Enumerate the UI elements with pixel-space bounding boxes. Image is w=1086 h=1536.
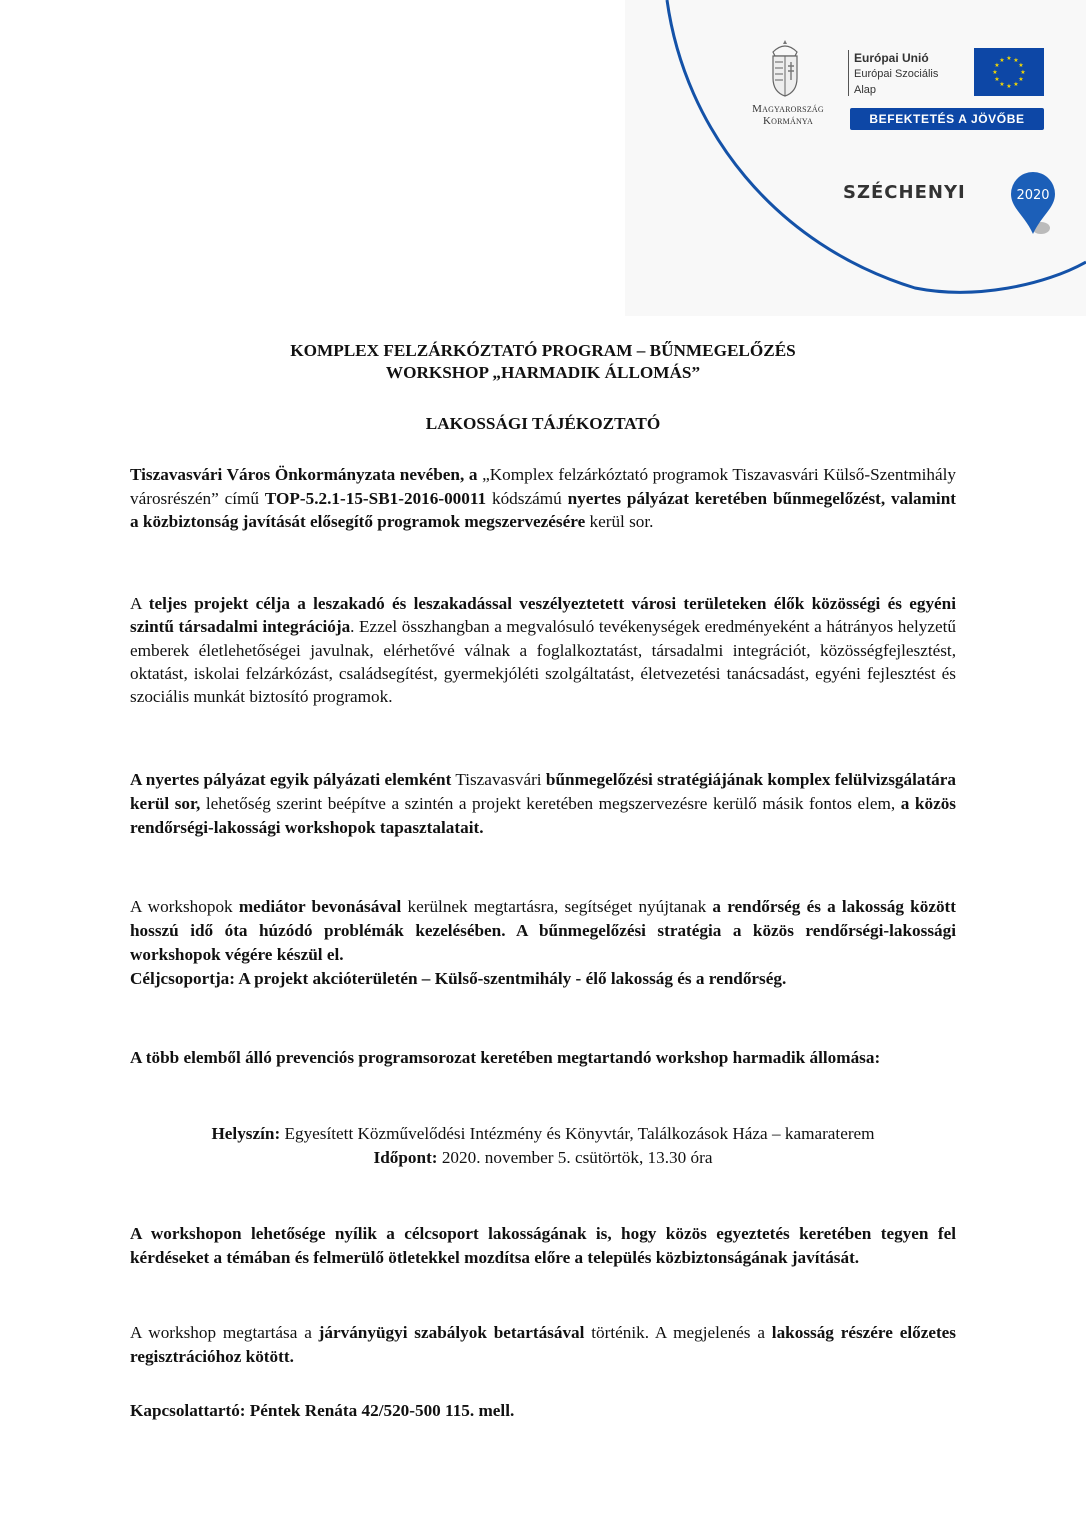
svg-text:★: ★ [1013,57,1019,64]
eu-fund-label: Európai Unió Európai Szociális Alap [854,51,939,96]
svg-text:★: ★ [1018,62,1024,69]
paragraph-third-station: A több elemből álló prevenciós programsorozat keretében megtartandó workshop harmadik állomása: [130,1048,881,1067]
svg-text:★: ★ [1020,69,1026,76]
divider [848,50,849,96]
svg-text:★: ★ [1018,76,1024,83]
paragraph-intro: Tiszavasvári Város Önkormányzata nevében, a „Komplex felzárkóztató programok Tiszavasvári Külső-Szentmihály városrészén” című TOP-5.2.1-15-SB1-2016-00011 kódszámú nyertes pályázat keretében bűnmegelőzést, valamint a közbiztonság javítását elősegítő programok megszervezésére kerül sor. [130,465,956,531]
paragraph-project-goal: A teljes projekt célja a leszakadó és leszakadással veszélyeztetett városi területeken élők közösségi és egyéni szintű társadalmi integrációja. Ezzel összhangban a megvalósuló tevékenységek eredményeként a hátrányos helyzetű emberek életlehetőségei javulnak, elérhetővé válnak a foglalkoztatást, társadalmi integrációt, közösségfejlesztést, oktatást, iskolai felzárkózást, családsegítést, gyermekjóléti szolgáltatást, életvezetési tanácsadást, egyéni fejlesztést és szociális munkát biztosító programok. [130,594,956,707]
svg-text:2020: 2020 [1016,188,1050,203]
contact-line: Kapcsolattartó: Péntek Renáta 42/520-500 115. mell. [130,1401,515,1420]
event-time: Időpont: 2020. november 5. csütörtök, 13.30 óra [373,1148,713,1167]
svg-text:★: ★ [999,81,1005,88]
hungarian-coat-of-arms-icon [767,38,803,98]
svg-text:★: ★ [994,62,1000,69]
government-name: Magyarország Kormánya [752,103,824,127]
funding-logo-block [625,0,1086,316]
svg-text:★: ★ [992,69,998,76]
event-details [150,1122,936,1170]
svg-text:★: ★ [999,57,1005,64]
paragraph-covid-rules: A workshop megtartása a járványügyi szabályok betartásával történik. A megjelenés a lakosság részére előzetes regisztrációhoz kötött. [130,1323,956,1366]
svg-text:★: ★ [994,76,1000,83]
paragraph-strategy: A nyertes pályázat egyik pályázati elemként Tiszavasvári bűnmegelőzési stratégiájának komplex felülvizsgálatára kerül sor, lehetőség szerint beépítve a szintén a projekt keretében megszervezésre kerülő másik fontos elem, a közös rendőrségi-lakossági workshopok tapasztalatait. [130,770,956,837]
svg-text:★: ★ [1006,55,1012,62]
svg-text:★: ★ [1013,81,1019,88]
invest-in-future-banner: BEFEKTETÉS A JÖVŐBE [850,108,1044,130]
document-title: KOMPLEX FELZÁRKÓZTATÓ PROGRAM – BŰNMEGELŐZÉS WORKSHOP „HARMADIK ÁLLOMÁS” [290,341,796,382]
document-subtitle: LAKOSSÁGI TÁJÉKOZTATÓ [425,414,661,433]
svg-text:★: ★ [1006,83,1012,90]
paragraph-workshops: A workshopok mediátor bevonásával kerülnek megtartásra, segítséget nyújtanak a rendőrség és a lakosság között hosszú idő óta húzódó problémák kezelésében. A bűnmegelőzési stratégia a közös rendőrségi-lakossági workshopok végére készül el. Céljcsoportja: A projekt akcióterületén – Külső-szentmihály - élő lakosság és a rendőrség. [130,897,956,988]
event-location: Helyszín: Egyesített Közművelődési Intézmény és Könyvtár, Találkozások Háza – kamaraterem [211,1124,875,1143]
eu-flag-icon [974,48,1044,96]
paragraph-participation: A workshopon lehetősége nyílik a célcsoport lakosságának is, hogy közös egyeztetés keretében tegyen fel kérdéseket a témában és felmerülő ötletekkel mozdítsa előre a település közbiztonságának javítását. [130,1224,956,1267]
szechenyi-2020-pin-icon [1003,170,1063,240]
szechenyi-logo-text: SZÉCHENYI [843,182,966,203]
